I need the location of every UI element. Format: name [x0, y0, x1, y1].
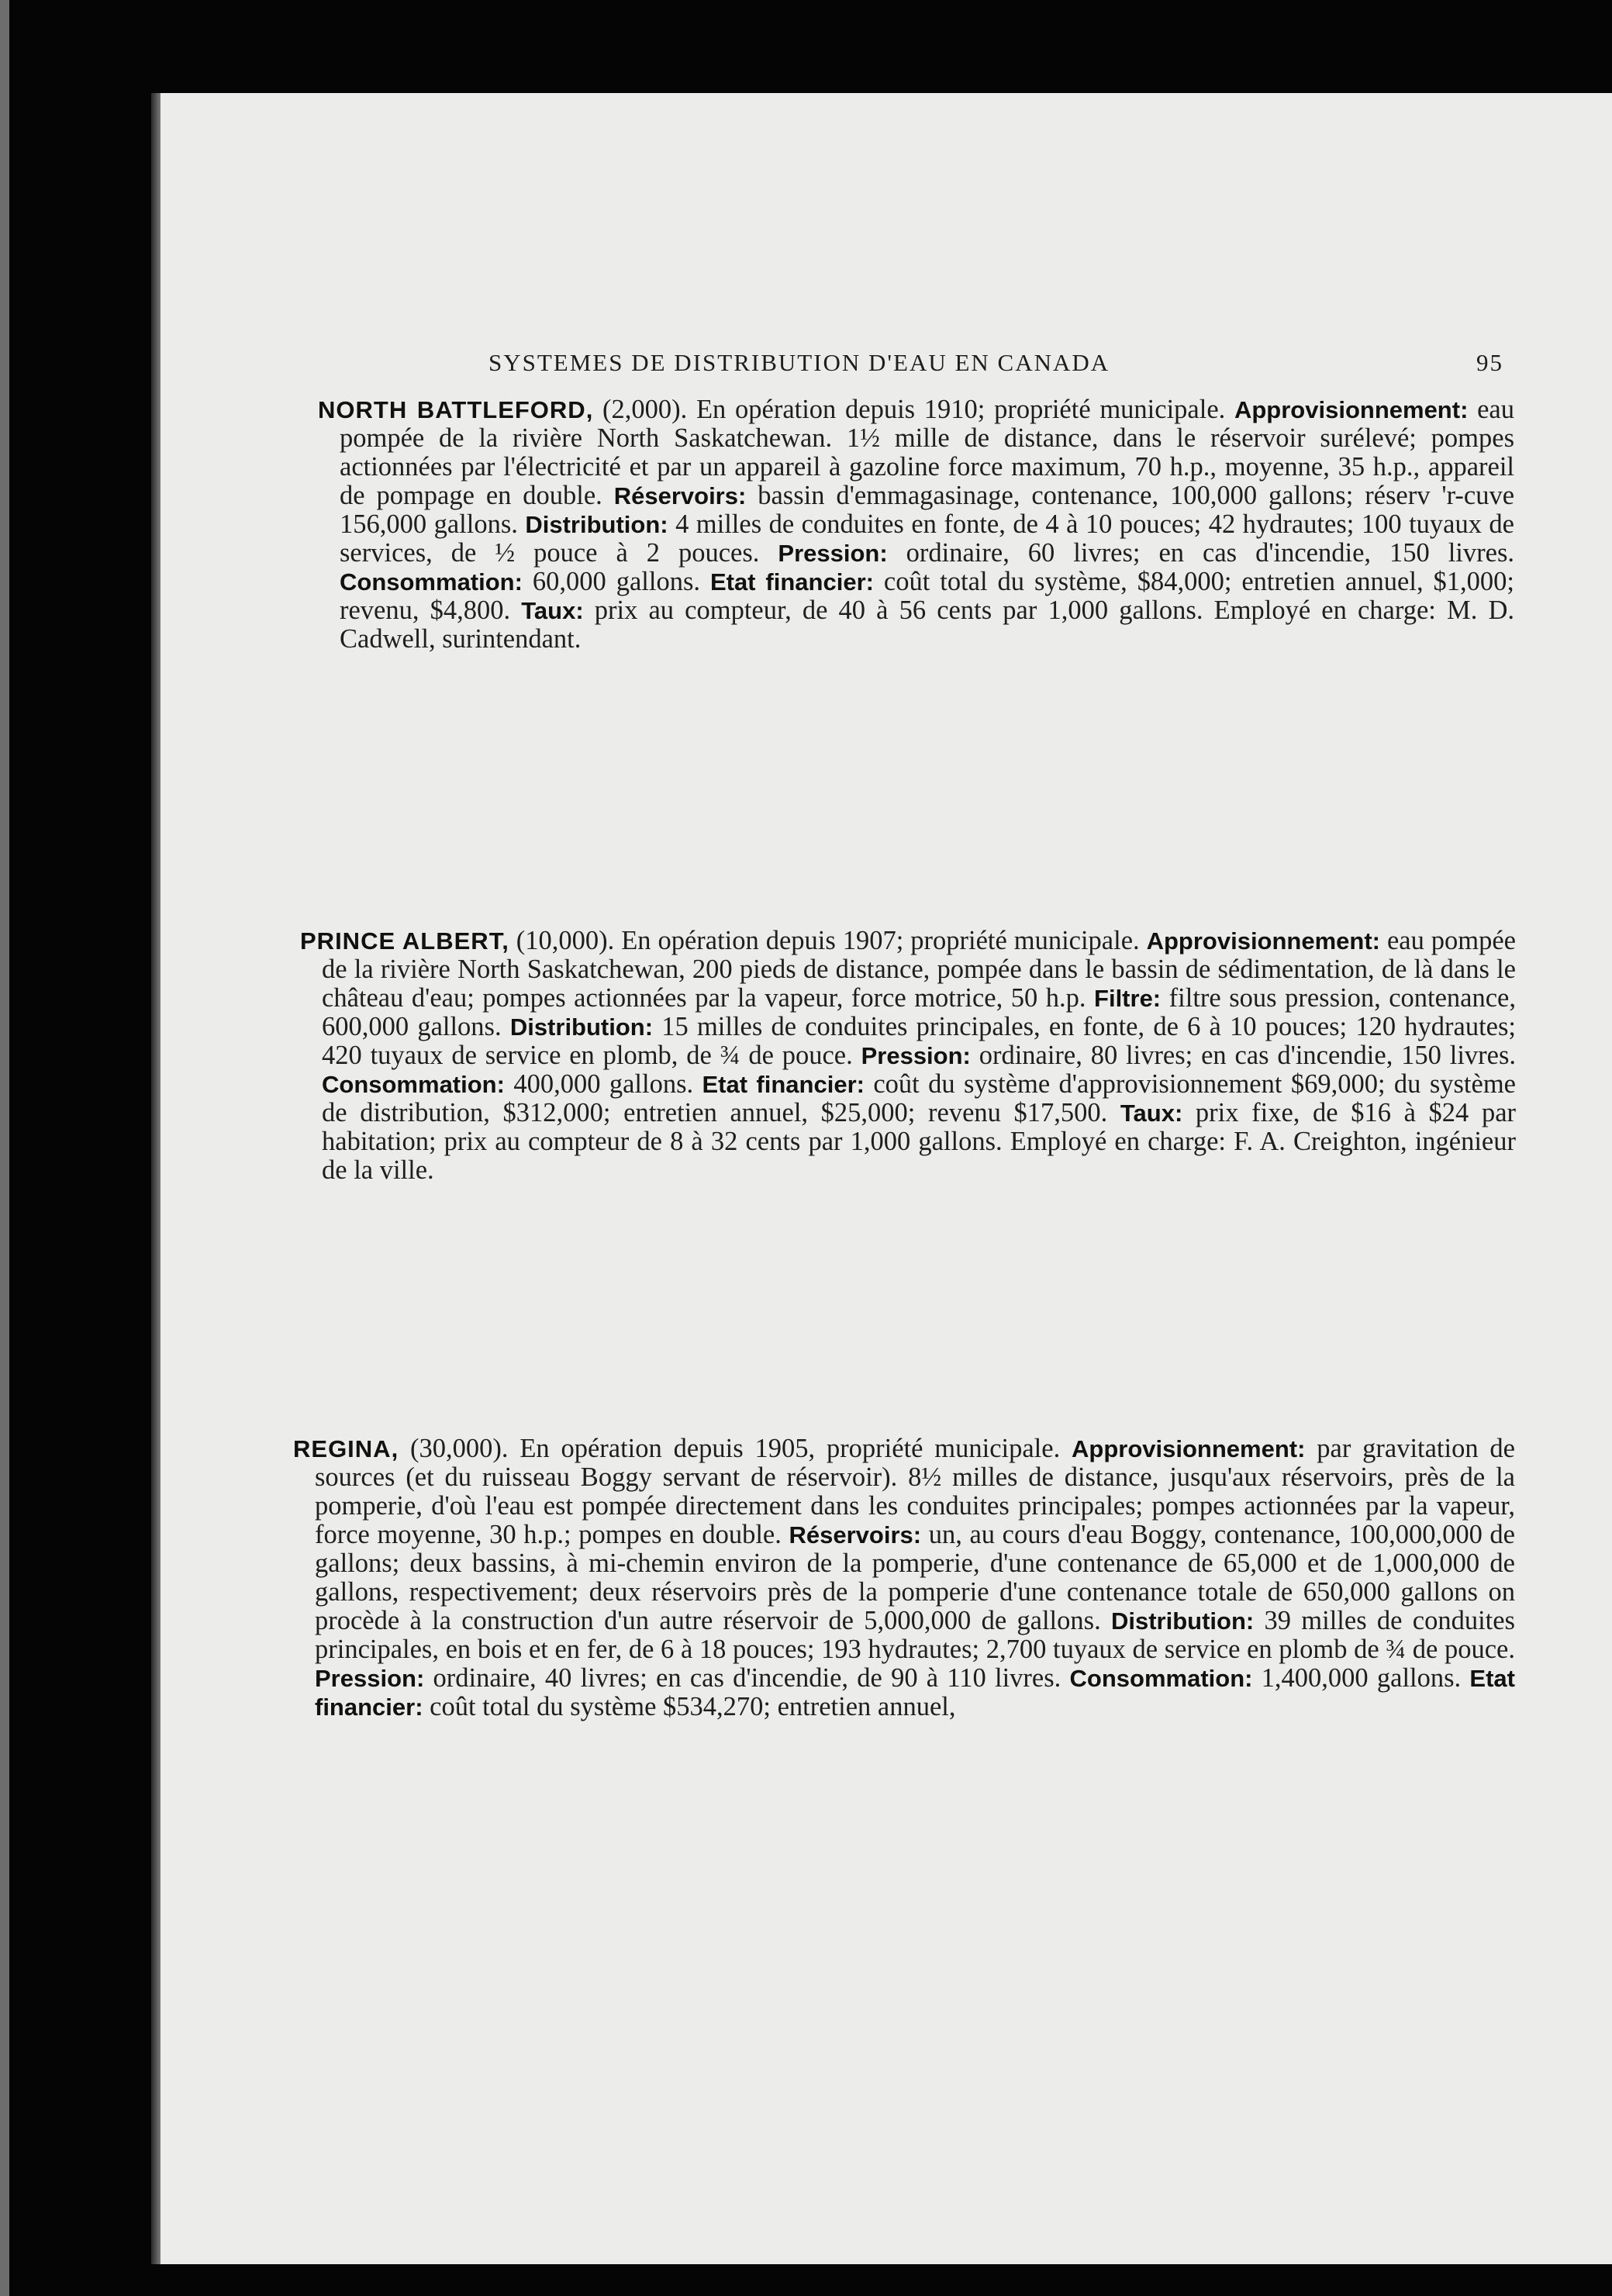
consumption-label: Consommation: [1069, 1665, 1253, 1692]
filter-text: filtre sous pression, contenance, 600,000 gallons. [322, 983, 1516, 1041]
entry-north-battleford [318, 395, 1514, 654]
reservoirs-text: un, au cours d'eau Boggy, contenance, 100,000,000 de gallons; deux bassins, à mi-chemin environ de la pomperie, d'une contenance de 65,000 et de 1,000,000 de gallons, respectivement; deux réservoirs près de la pomperie d'une contenance totale de 650,000 gallons on procède à la construction d'un autre réservoir de 5,000,000 de gallons. [315, 1520, 1515, 1635]
supply-text: par gravitation de sources (et du ruisseau Boggy servant de réservoir). 8½ milles de distance, jusqu'aux réservoirs, près de la pomperie, d'où l'eau est pompée directement dans les conduites principales; pompes actionnées par la vapeur, force moyenne, 30 h.p.; pompes en double. [315, 1434, 1515, 1549]
city-name: PRINCE ALBERT, [300, 927, 509, 955]
finance-label: Etat financier: [702, 1071, 865, 1098]
distribution-text: 4 milles de conduites en fonte, de 4 à 10 pouces; 42 hydrautes; 100 tuyaux de services, de ½ pouce à 2 pouces. [340, 509, 1514, 568]
consumption-label: Consommation: [322, 1071, 505, 1098]
entry-intro: (2,000). En opération depuis 1910; propriété municipale. [593, 395, 1234, 424]
pressure-label: Pression: [315, 1665, 425, 1692]
distribution-text: 15 milles de conduites principales, en fonte, de 6 à 10 pouces; 120 hydrautes; 420 tuyaux de service en plomb, de ¾ de pouce. [322, 1012, 1516, 1070]
book-page [151, 93, 1612, 2264]
rates-text: prix au compteur, de 40 à 56 cents par 1,000 gallons. Employé en charge: M. D. Cadwell, surintendant. [340, 596, 1514, 654]
consumption-text: 60,000 gallons. [522, 567, 710, 596]
pressure-label: Pression: [861, 1042, 971, 1069]
entry-prince-albert [300, 927, 1516, 1185]
entry-regina [293, 1435, 1515, 1721]
consumption-label: Consommation: [340, 568, 523, 596]
distribution-label: Distribution: [509, 1013, 654, 1041]
pressure-text: ordinaire, 40 livres; en cas d'incendie, de 90 à 110 livres. [424, 1663, 1070, 1693]
supply-label: Approvisionnement: [1072, 1435, 1306, 1462]
city-name: NORTH BATTLEFORD, [318, 396, 594, 423]
filter-label: Filtre: [1094, 985, 1162, 1012]
supply-text: eau pompée de la rivière North Saskatchewan. 1½ mille de distance, dans le réservoir surélevé; pompes actionnées par l'électricité et par un appareil à gazoline force maximum, 70 h.p., moyenne, 35 h.p., appareil de pompage en double. [340, 395, 1514, 510]
rates-label: Taux: [1120, 1100, 1183, 1127]
consumption-text: 1,400,000 gallons. [1252, 1663, 1470, 1693]
pressure-text: ordinaire, 60 livres; en cas d'incendie, 150 livres. [887, 538, 1514, 568]
finance-label: Etat financier: [709, 568, 874, 596]
supply-label: Approvisionnement: [1146, 927, 1380, 955]
finance-label: Etat financier: [315, 1665, 1515, 1721]
finance-text: coût du système d'approvisionnement $69,000; du système de distribution, $312,000; entretien annuel, $25,000; revenu $17,500. [322, 1069, 1516, 1127]
pressure-label: Pression: [778, 540, 888, 567]
city-name: REGINA, [293, 1435, 399, 1462]
page-number: 95 [1476, 349, 1503, 376]
scan-left-edge [0, 0, 9, 2296]
distribution-label: Distribution: [1110, 1607, 1255, 1635]
finance-text: coût total du système $534,270; entretien annuel, [423, 1692, 956, 1721]
reservoirs-text: bassin d'emmagasinage, contenance, 100,000 gallons; réserv 'r-cuve 156,000 gallons. [340, 481, 1515, 539]
rates-text: prix fixe, de $16 à $24 par habitation; prix au compteur de 8 à 32 cents par 1,000 gallons. Employé en charge: F. A. Creighton, ingénieur de la ville. [322, 1098, 1516, 1185]
consumption-text: 400,000 gallons. [504, 1069, 702, 1099]
reservoirs-label: Réservoirs: [789, 1521, 922, 1549]
rates-label: Taux: [521, 597, 584, 624]
supply-label: Approvisionnement: [1234, 396, 1469, 423]
running-head-title: SYSTEMES DE DISTRIBUTION D'EAU EN CANADA [488, 349, 1110, 376]
pressure-text: ordinaire, 80 livres; en cas d'incendie, 150 livres. [970, 1041, 1517, 1070]
distribution-label: Distribution: [525, 511, 668, 538]
supply-text: eau pompée de la rivière North Saskatchewan, 200 pieds de distance, pompée dans le bassin de sédimentation, de là dans le château d'eau; pompes actionnées par la vapeur, force motrice, 50 h.p. [322, 926, 1516, 1013]
distribution-text: 39 milles de conduites principales, en bois et en fer, de 6 à 18 pouces; 193 hydrautes; 2,700 tuyaux de service en plomb de ¾ de pouce. [315, 1606, 1515, 1664]
entry-intro: (30,000). En opération depuis 1905, propriété municipale. [399, 1434, 1072, 1463]
reservoirs-label: Réservoirs: [613, 482, 747, 509]
finance-text: coût total du système, $84,000; entretien annuel, $1,000; revenu, $4,800. [340, 567, 1514, 625]
running-head [306, 349, 1503, 380]
entry-intro: (10,000). En opération depuis 1907; propriété municipale. [509, 926, 1147, 955]
page-binding-shadow [151, 93, 161, 2264]
